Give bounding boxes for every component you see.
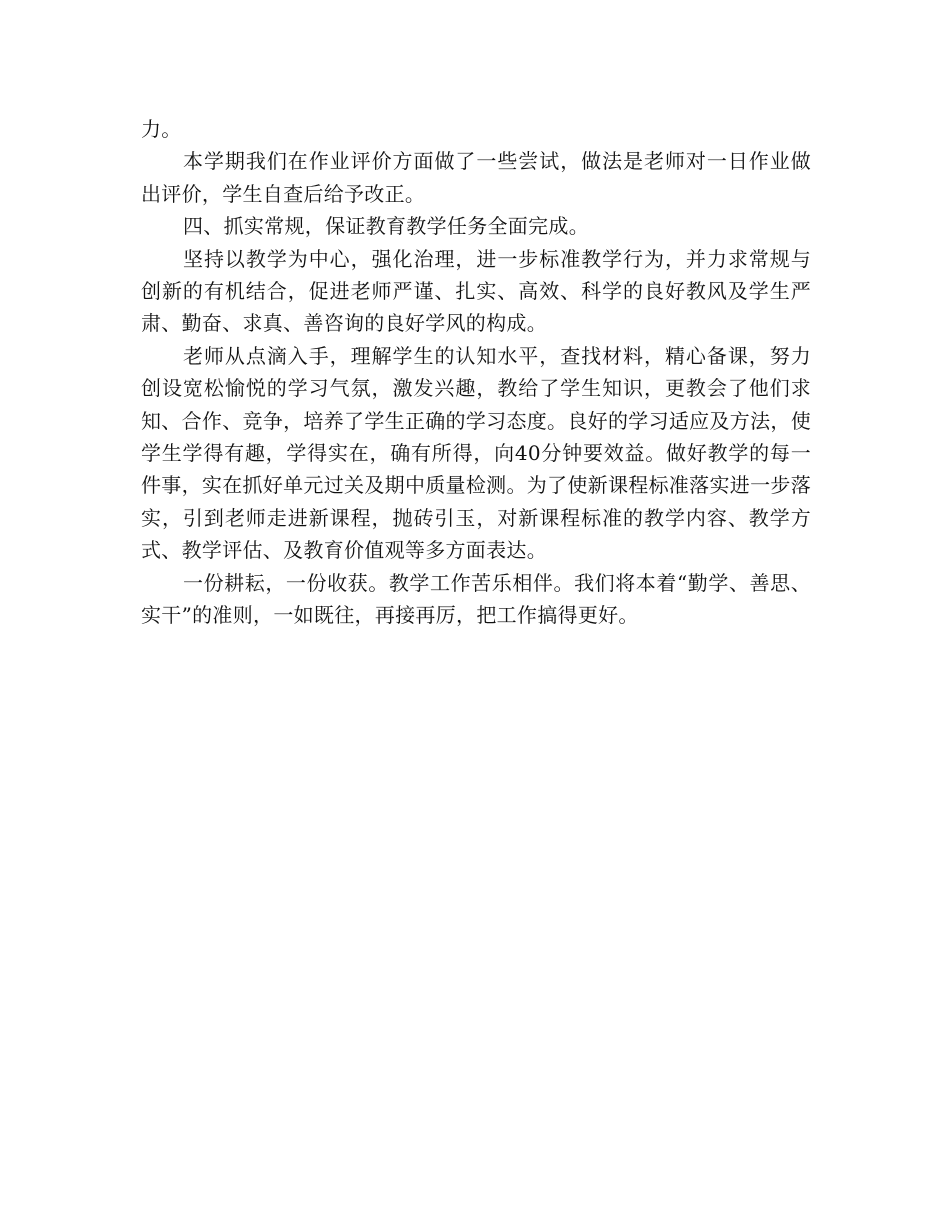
section-heading-routine: 四、抓实常规，保证教育教学任务全面完成。: [183, 214, 589, 239]
paragraph-teaching-center: 坚持以教学为中心，强化治理，进一步标准教学行为，并力求常规与创新的有机结合，促进老师严谨、扎实、高效、科学的良好教风及学生严肃、勤奋、求真、善咨询的良好学风的构成。: [141, 246, 811, 336]
document-body: [141, 113, 811, 632]
paragraph-teacher-practice: 老师从点滴入手，理解学生的认知水平，查找材料，精心备课，努力创设宽松愉悦的学习气氛，激发兴趣，教给了学生知识，更教会了他们求知、合作、竞争，培养了学生正确的学习态度。良好的学习适应及方法，使学生学得有趣，学得实在，确有所得，向40分钟要效益。做好教学的每一件事，实在抓好单元过关及期中质量检测。为了使新课程标准落实进一步落实，引到老师走进新课程，抛砖引玉，对新课程标准的教学内容、教学方式、教学评估、及教育价值观等多方面表达。: [141, 343, 811, 563]
paragraph-conclusion: 一份耕耘，一份收获。教学工作苦乐相伴。我们将本着“勤学、善思、实干”的准则，一如既往，再接再厉，把工作搞得更好。: [141, 570, 811, 628]
paragraph-homework-evaluation: 本学期我们在作业评价方面做了一些尝试，做法是老师对一日作业做出评价，学生自查后给予改正。: [141, 149, 811, 206]
paragraph-continuation: 力。: [141, 117, 182, 141]
